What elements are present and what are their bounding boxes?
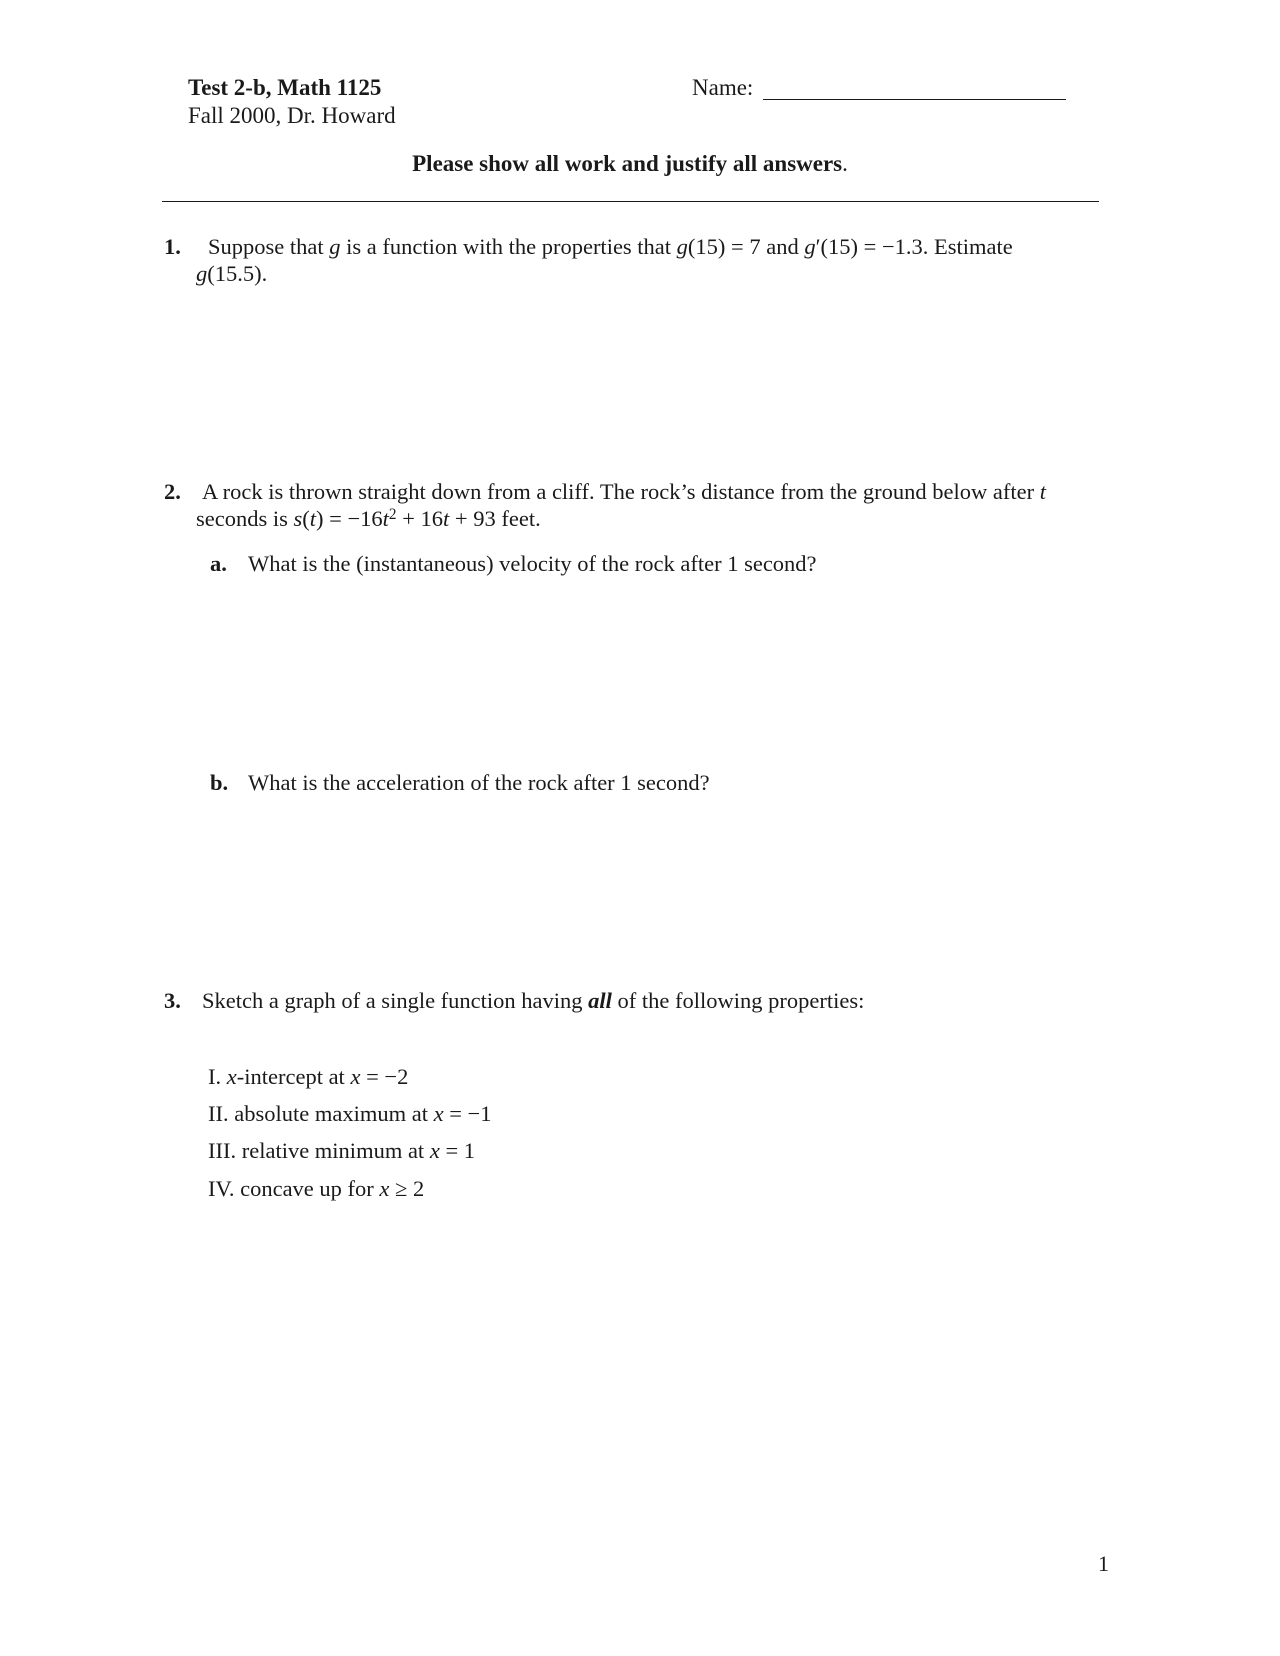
question-1-number: 1.	[164, 234, 181, 259]
property-var: x	[429, 1138, 440, 1163]
property-2	[208, 1101, 491, 1127]
q2-var: t	[443, 506, 450, 531]
q1-text: is a function with the properties that	[340, 234, 677, 259]
question-2-line-2	[196, 506, 541, 532]
property-4	[208, 1176, 424, 1202]
q1-var: g	[196, 261, 208, 286]
q2-text: + 16	[396, 506, 444, 531]
question-3-number: 3.	[164, 988, 181, 1013]
q2-text: A rock is thrown straight down from a cliff. The rock’s distance from the ground below after	[202, 479, 1040, 504]
q1-text: (15) = 7 and	[687, 234, 805, 259]
property-text: IV. concave up for	[208, 1176, 380, 1201]
q2-text: + 93 feet.	[449, 506, 541, 531]
q1-var: g	[804, 234, 816, 259]
instructions	[0, 151, 1260, 177]
property-text: = 1	[439, 1138, 476, 1163]
q2-var: t	[1039, 479, 1046, 504]
property-text: = −1	[443, 1101, 492, 1126]
q3-text: Sketch a graph of a single function having	[202, 988, 589, 1013]
q3-emphasis: all	[588, 988, 612, 1013]
property-var: x	[433, 1101, 444, 1126]
property-var: x	[379, 1176, 390, 1201]
term-instructor: Fall 2000, Dr. Howard	[188, 103, 396, 128]
q1-text: Suppose that	[208, 234, 330, 259]
property-3	[208, 1138, 475, 1164]
page-number: 1	[1098, 1551, 1109, 1576]
property-text: = −2	[360, 1064, 409, 1089]
instructions-period: .	[842, 151, 848, 176]
q2-text: (	[302, 506, 310, 531]
question-2b	[210, 770, 710, 796]
question-2a-text: What is the (instantaneous) velocity of the rock after 1 second?	[248, 551, 817, 576]
property-text: I.	[208, 1064, 227, 1089]
header-divider	[162, 201, 1099, 202]
q2-var: t	[382, 506, 389, 531]
property-var: x	[350, 1064, 361, 1089]
question-1-line-1	[164, 234, 1013, 260]
q2-exponent: 2	[388, 506, 397, 524]
q2-var: t	[309, 506, 317, 531]
question-2-number: 2.	[164, 479, 181, 504]
q1-text: (15.5).	[207, 261, 268, 286]
q1-text: ′(15) = −1.3. Estimate	[815, 234, 1013, 259]
question-2a-label: a.	[210, 551, 227, 576]
property-text: III. relative minimum at	[208, 1138, 430, 1163]
property-text: -intercept at	[236, 1064, 351, 1089]
question-1-line-2	[196, 261, 267, 287]
q1-var: g	[329, 234, 341, 259]
q2-text: seconds is	[196, 506, 294, 531]
q1-var: g	[676, 234, 688, 259]
property-var: x	[226, 1064, 237, 1089]
test-title: Test 2-b, Math 1125	[188, 75, 382, 100]
instructions-text: Please show all work and justify all answers	[412, 151, 843, 176]
question-2a	[210, 551, 817, 577]
property-1	[208, 1064, 408, 1090]
question-3	[164, 988, 864, 1014]
name-label: Name:	[692, 75, 754, 100]
question-2b-text: What is the acceleration of the rock after 1 second?	[248, 770, 710, 795]
q3-text: of the following properties:	[611, 988, 865, 1013]
property-text: II. absolute maximum at	[208, 1101, 434, 1126]
property-text: ≥ 2	[389, 1176, 425, 1201]
q2-text: ) = −16	[316, 506, 383, 531]
q2-var: s	[293, 506, 303, 531]
question-2-line-1	[164, 479, 1046, 505]
name-blank-line[interactable]	[763, 99, 1066, 100]
question-2b-label: b.	[210, 770, 229, 795]
